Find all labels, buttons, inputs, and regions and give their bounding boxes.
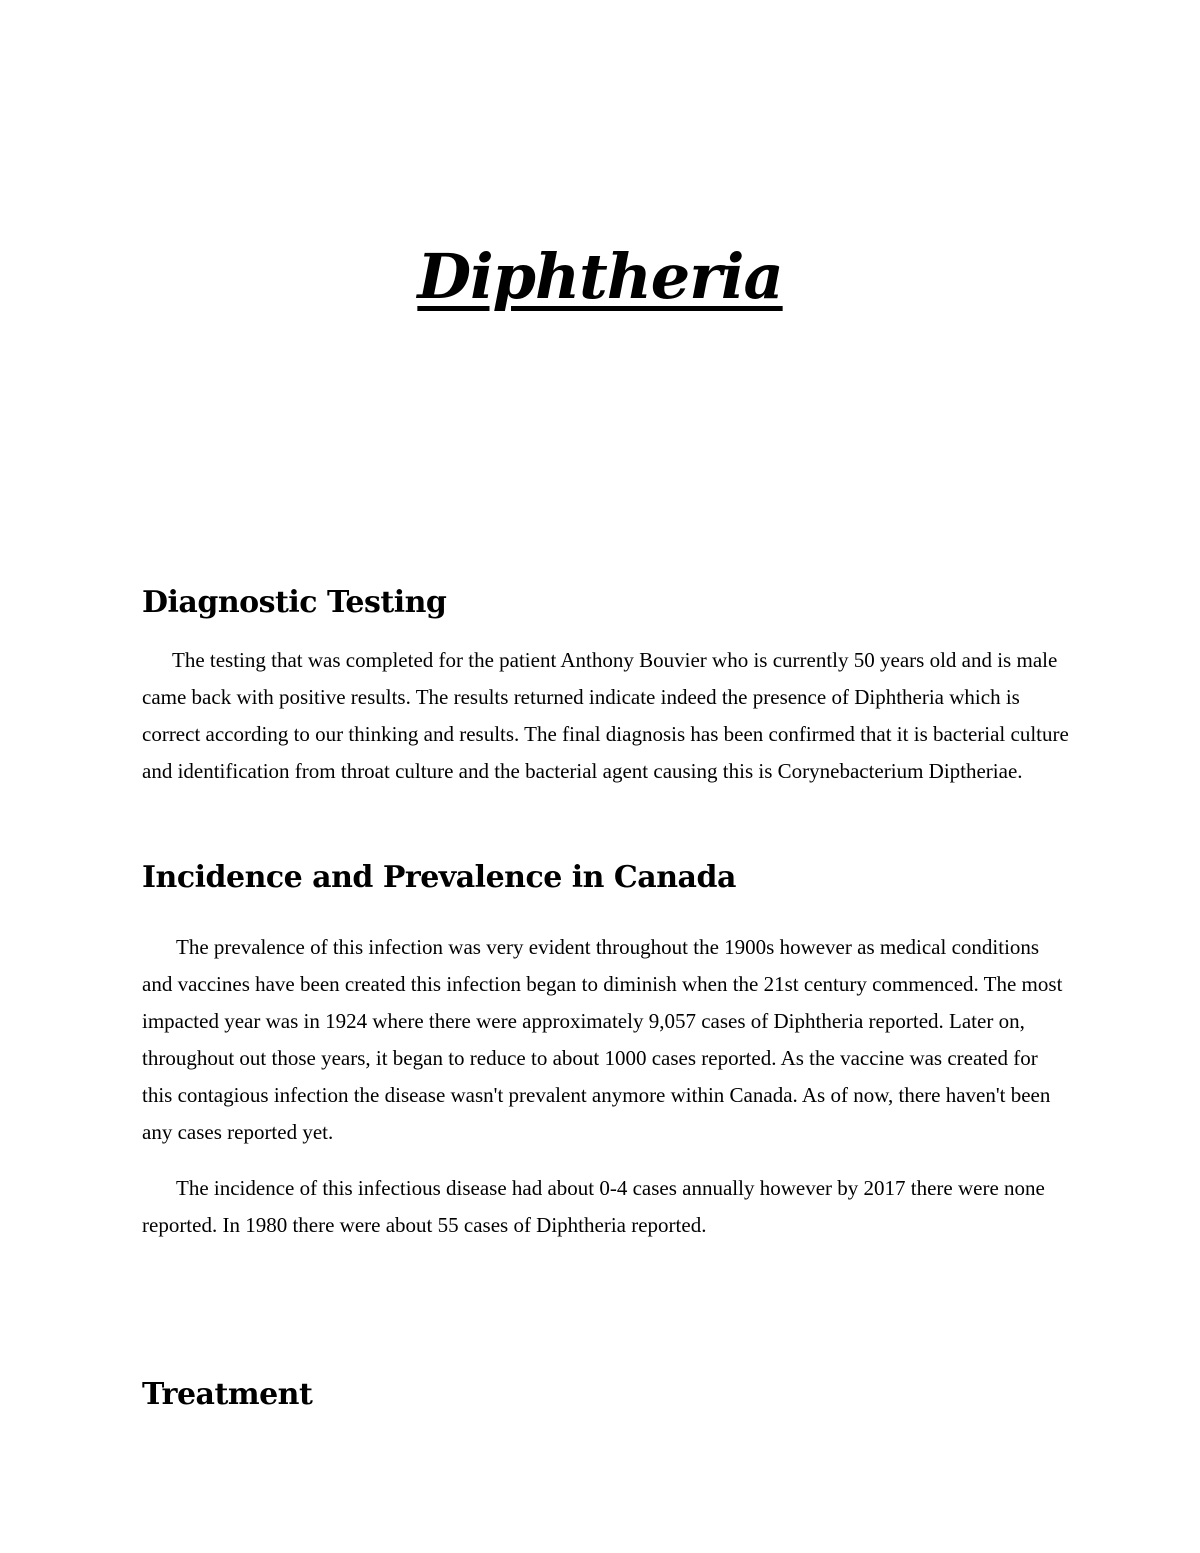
paragraph-incidence: The incidence of this infectious disease had about 0-4 cases annually however by 2017 there were none reported. In 1980 there were about 55 cases of Diphtheria reported. [142,1176,1045,1237]
document-title: Diphtheria [417,240,783,313]
heading-diagnostic-testing: Diagnostic Testing [142,585,447,620]
paragraph-diagnostic-testing: The testing that was completed for the patient Anthony Bouvier who is currently 50 years old and is male came back with positive results. The results returned indicate indeed the presence of Diphtheria which is correct according to our thinking and results. The final diagnosis has been confirmed that it is bacterial culture and identification from throat culture and the bacterial agent causing this is Corynebacterium Diptheriae. [142,648,1069,783]
paragraph-prevalence: The prevalence of this infection was very evident throughout the 1900s however as medical conditions and vaccines have been created this infection began to diminish when the 21st century commenced. The most impacted year was in 1924 where there were approximately 9,057 cases of Diphtheria reported. Later on, throughout out those years, it began to reduce to about 1000 cases reported. As the vaccine was created for this contagious infection the disease wasn't prevalent anymore within Canada. As of now, there haven't been any cases reported yet. [142,935,1063,1144]
heading-incidence-prevalence: Incidence and Prevalence in Canada [142,860,736,895]
heading-treatment: Treatment [142,1377,313,1412]
